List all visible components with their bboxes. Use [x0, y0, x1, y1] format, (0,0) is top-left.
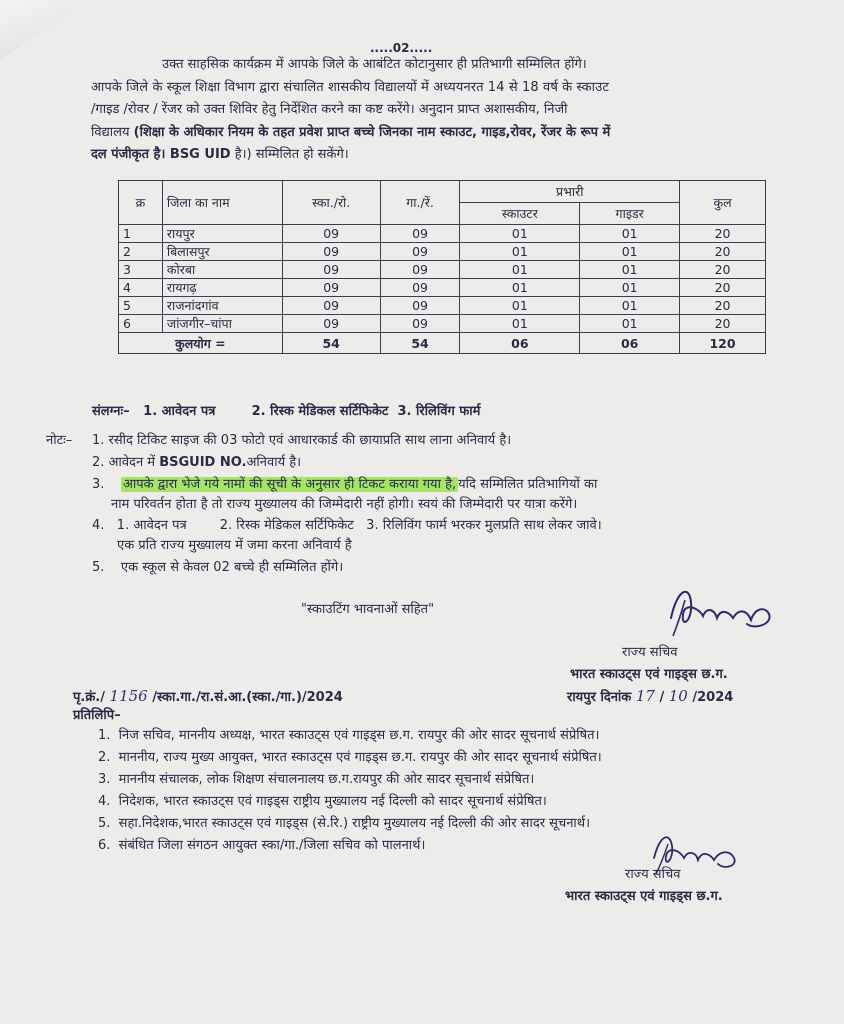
total-guider: 06 — [580, 333, 680, 354]
copy-item: 3. माननीय संचालक, लोक शिक्षण संचालनालय छ.ग.रायपुर की ओर सादर सूचनार्थ संप्रेषित। — [98, 772, 535, 787]
cell-total: 20 — [680, 243, 766, 261]
note-2: 2. आवेदन में BSGUID NO.अनिवार्य है। — [92, 455, 302, 470]
signature-1 — [651, 580, 781, 640]
cell-guider: 01 — [580, 225, 680, 243]
cell-total: 20 — [680, 279, 766, 297]
cell-scout: 09 — [282, 315, 380, 333]
note-4: 4. 1. आवेदन पत्र 2. रिस्क मेडिकल सर्टिफिकेट 3. रिलिविंग फार्म भरकर मुलप्रति साथ लेकर जावे। — [92, 518, 602, 533]
copy-item: 5. सहा.निदेशक,भारत स्काउट्स एवं गाइड्स (से.रि.) राष्ट्रीय मुख्यालय नई दिल्ली की ओर सादर सूचनार्थ। — [98, 816, 591, 831]
total-scout: 54 — [282, 333, 380, 354]
cell-sno: 5 — [119, 297, 163, 315]
header-incharge: प्रभारी — [460, 181, 680, 203]
header-sno: क्र — [119, 181, 163, 225]
intro-line-5: दल पंजीकृत है। BSG UID है।) सम्मिलित हो सकेंगे। — [91, 147, 349, 162]
cell-guider: 01 — [580, 243, 680, 261]
notes-prefix: नोटः– — [46, 433, 73, 448]
allocation-table — [118, 180, 766, 354]
table-row — [119, 225, 766, 243]
cell-guide: 09 — [380, 243, 460, 261]
cell-guider: 01 — [580, 297, 680, 315]
copy-item: 4. निदेशक, भारत स्काउट्स एवं गाइड्स राष्ट्रीय मुख्यालय नई दिल्ली को सादर सूचनार्थ संप्रेषित। — [98, 794, 547, 809]
total-all: 120 — [680, 333, 766, 354]
note-3-line-2: नाम परिवर्तन होता है तो राज्य मुख्यालय की जिम्मेदारी नहीं होगी। स्वयं की जिम्मेदारी पर यात्रा करेंगे। — [111, 497, 578, 512]
cell-guide: 09 — [380, 315, 460, 333]
table-row — [119, 279, 766, 297]
cell-total: 20 — [680, 261, 766, 279]
intro-line-3: /गाइड /रोवर / रेंजर को उक्त शिविर हेतु निर्देशित करने का कष्ट करेंगे। अनुदान प्राप्त अशासकीय, निजी — [91, 102, 568, 117]
table-row — [119, 297, 766, 315]
table-header-row — [119, 181, 766, 203]
signatory-2-title: राज्य सचिव — [625, 867, 681, 882]
header-scouter: स्काउटर — [460, 203, 580, 225]
header-district: जिला का नाम — [162, 181, 282, 225]
cell-scout: 09 — [282, 243, 380, 261]
cell-sno: 1 — [119, 225, 163, 243]
page-number: .....02..... — [370, 41, 433, 55]
header-scout-rover: स्का./रो. — [282, 181, 380, 225]
intro-line-4: विद्यालय (शिक्षा के अधिकार नियम के तहत प्रवेश प्राप्त बच्चे जिनका नाम स्काउट, गाइड,रोवर, रेंजर के रूप में — [91, 125, 611, 140]
cell-sno: 6 — [119, 315, 163, 333]
header-guide-ranger: गा./रें. — [380, 181, 460, 225]
intro-line-1: उक्त साहसिक कार्यक्रम में आपके जिले के आबंटित कोटानुसार ही प्रतिभागी सम्मिलित होंगे। — [162, 57, 587, 72]
signatory-1-org: भारत स्काउट्स एवं गाइड्स छ.ग. — [570, 667, 728, 682]
cell-scouter: 01 — [460, 297, 580, 315]
header-total: कुल — [680, 181, 766, 225]
header-guider: गाइडर — [580, 203, 680, 225]
cell-scout: 09 — [282, 297, 380, 315]
cell-district: रायपुर — [162, 225, 282, 243]
cell-scout: 09 — [282, 225, 380, 243]
cell-scouter: 01 — [460, 225, 580, 243]
cell-total: 20 — [680, 315, 766, 333]
intro-line-2: आपके जिले के स्कूल शिक्षा विभाग द्वारा संचालित शासकीय विद्यालयों में अध्ययनरत 14 से 18 वर्ष के स्काउट — [91, 80, 609, 95]
signatory-2-org: भारत स्काउट्स एवं गाइड्स छ.ग. — [565, 889, 723, 904]
reference-date: रायपुर दिनांक 17 / 10 /2024 — [567, 687, 734, 705]
copy-item: 1. निज सचिव, माननीय अध्यक्ष, भारत स्काउट्स एवं गाइड्स छ.ग. रायपुर की ओर सादर सूचनार्थ संप्रेषित। — [98, 728, 600, 743]
cell-scout: 09 — [282, 279, 380, 297]
note-3: 3. आपके द्वारा भेजे गये नामों की सूची के अनुसार ही टिकट कराया गया है, यदि सम्मिलित प्रतिभागियों का — [92, 477, 598, 492]
signatory-1-title: राज्य सचिव — [622, 645, 678, 660]
table-total-row — [119, 333, 766, 354]
copy-item: 6. संबंधित जिला संगठन आयुक्त स्का/गा./जिला सचिव को पालनार्थ। — [98, 838, 426, 853]
cell-total: 20 — [680, 297, 766, 315]
cell-guider: 01 — [580, 261, 680, 279]
note-1: 1. रसीद टिकिट साइज की 03 फोटो एवं आधारकार्ड की छायाप्रति साथ लाना अनिवार्य है। — [92, 433, 512, 448]
copy-item: 2. माननीय, राज्य मुख्य आयुक्त, भारत स्काउट्स एवं गाइड्स छ.ग. रायपुर की ओर सादर सूचनार्थ संप्रेषित। — [98, 750, 602, 765]
cell-sno: 2 — [119, 243, 163, 261]
note-5: 5. एक स्कूल से केवल 02 बच्चे ही सम्मिलित होंगे। — [92, 560, 344, 575]
cell-sno: 4 — [119, 279, 163, 297]
total-scouter: 06 — [460, 333, 580, 354]
cell-scouter: 01 — [460, 261, 580, 279]
cell-scout: 09 — [282, 261, 380, 279]
table-row — [119, 315, 766, 333]
note-4-line-2: एक प्रति राज्य मुख्यालय में जमा करना अनिवार्य है — [117, 538, 352, 553]
highlighted-note: आपके द्वारा भेजे गये नामों की सूची के अनुसार ही टिकट कराया गया है, — [122, 477, 457, 492]
cell-scouter: 01 — [460, 279, 580, 297]
cell-scouter: 01 — [460, 243, 580, 261]
cell-guide: 09 — [380, 297, 460, 315]
cell-district: राजनांदगांव — [162, 297, 282, 315]
cell-total: 20 — [680, 225, 766, 243]
total-guide: 54 — [380, 333, 460, 354]
cell-district: बिलासपुर — [162, 243, 282, 261]
cell-guide: 09 — [380, 279, 460, 297]
total-label: कुलयोग = — [119, 333, 283, 354]
cell-sno: 3 — [119, 261, 163, 279]
cell-scouter: 01 — [460, 315, 580, 333]
enclosures: संलग्नः– 1. आवेदन पत्र 2. रिस्क मेडिकल सर्टिफिकेट 3. रिलिविंग फार्म — [92, 404, 481, 419]
cell-guide: 09 — [380, 261, 460, 279]
table-row — [119, 261, 766, 279]
table-row — [119, 243, 766, 261]
cell-guider: 01 — [580, 315, 680, 333]
cell-guide: 09 — [380, 225, 460, 243]
closing-greeting: "स्काउटिंग भावनाओं सहित" — [301, 602, 435, 617]
copy-heading: प्रतिलिपि– — [73, 708, 121, 723]
cell-guider: 01 — [580, 279, 680, 297]
cell-district: जांजगीर–चांपा — [162, 315, 282, 333]
cell-district: कोरबा — [162, 261, 282, 279]
reference-number: पृ.क्रं./ 1156 /स्का.गा./रा.सं.आ.(स्का./गा.)/2024 — [73, 687, 343, 705]
cell-district: रायगढ़ — [162, 279, 282, 297]
